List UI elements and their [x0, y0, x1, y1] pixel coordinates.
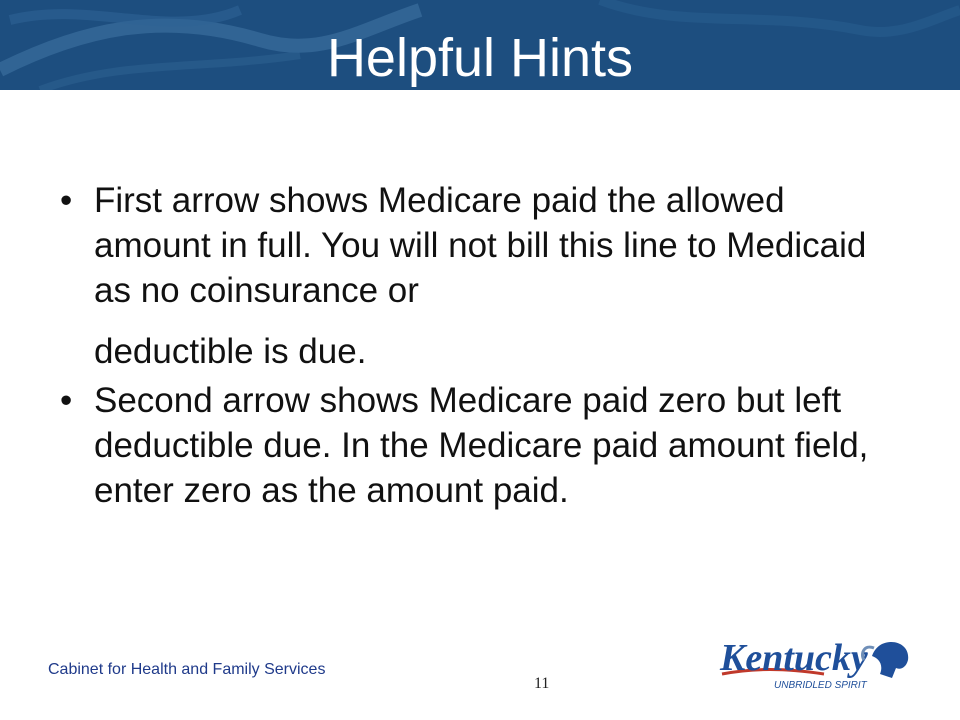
bullet-text-2: Second arrow shows Medicare paid zero but left deductible due. In the Medicare paid amount field, enter zero as the amount paid.: [94, 381, 869, 510]
bullet-marker: •: [60, 381, 73, 420]
kentucky-logo: [714, 634, 914, 696]
horse-head-icon: [862, 642, 908, 678]
header-banner: [0, 0, 960, 90]
bullet-item-2: [60, 378, 900, 513]
slide-title: Helpful Hints: [326, 28, 634, 88]
bullet-marker: •: [60, 181, 73, 220]
bullet-continuation: deductible is due.: [94, 332, 367, 371]
page-number: 11: [534, 675, 550, 692]
bullet-text-1: First arrow shows Medicare paid the allowed amount in full. You will not bill this line to Medicaid as no coinsurance or: [94, 181, 867, 310]
bullet-list: [60, 178, 900, 513]
bullet-item-1: [60, 178, 900, 313]
logo-tagline: UNBRIDLED SPIRIT: [774, 680, 867, 691]
footer-organization: Cabinet for Health and Family Services: [48, 661, 326, 678]
logo-wordmark: Kentucky: [720, 637, 868, 679]
